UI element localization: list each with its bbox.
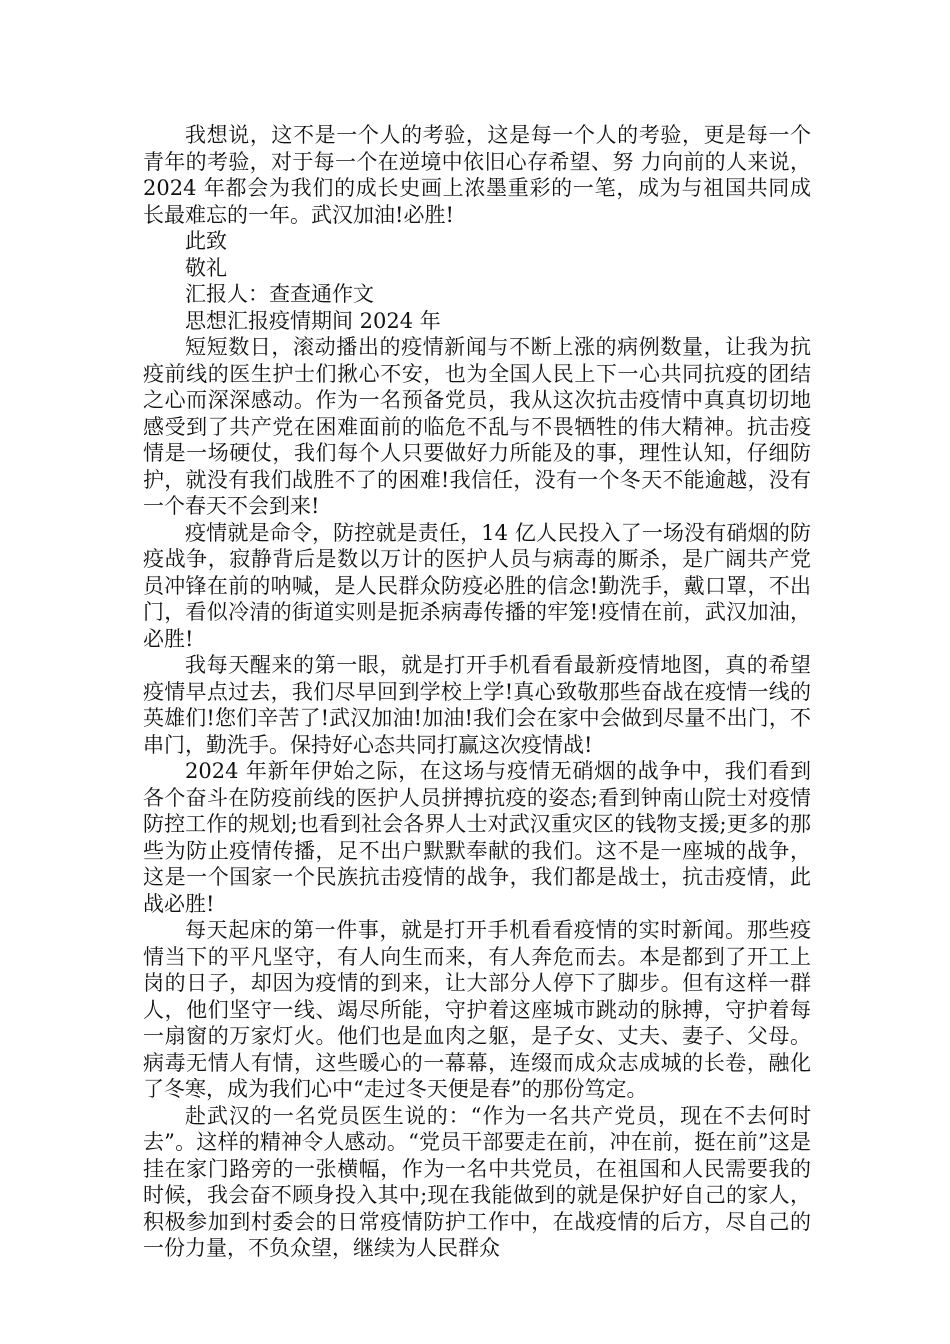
paragraph-first-thing: 每天起床的第一件事，就是打开手机看看疫情的实时新闻。那些疫情当下的平凡坚守，有人向生而来，有人奔危而去。本是都到了开工上岗的日子，却因为疫情的到来，让大部分人停下了脚步。但有这样一群人，他们坚守一线、竭尽所能，守护着这座城市跳动的脉搏，守护着每一扇窗的万家灯火。他们也是血肉之躯，是子女、丈夫、妻子、父母。病毒无情人有情，这些暖心的一幕幕，连缀而成众志成城的长卷，融化了冬寒，成为我们心中“走过冬天便是春”的那份笃定。 xyxy=(143,918,811,1101)
document-body xyxy=(143,122,811,1262)
salutation-jingli: 敬礼 xyxy=(185,255,227,280)
salutation-cizhi: 此致 xyxy=(185,229,227,253)
paragraph-every-morning: 我每天醒来的第一眼，就是打开手机看看最新疫情地图，真的希望疫情早点过去，我们尽早回到学校上学!真心致敬那些奋战在疫情一线的英雄们!您们辛苦了!武汉加油!加油!我们会在家中会做到尽量不出门，不串门，勤洗手。保持好心态共同打赢这次疫情战! xyxy=(143,653,811,757)
section-title: 思想汇报疫情期间 2024 年 xyxy=(185,308,441,333)
paragraph-epidemic-is-order: 疫情就是命令，防控就是责任，14 亿人民投入了一场没有硝烟的防疫战争，寂静背后是数以万计的医护人员与病毒的厮杀，是广阔共产党员冲锋在前的呐喊，是人民群众防疫必胜的信念!勤洗手，戴口罩，不出门，看似冷清的街道实则是扼杀病毒传播的牢笼!疫情在前，武汉加油，必胜! xyxy=(143,520,811,651)
reporter-signature: 汇报人：查查通作文 xyxy=(185,282,374,306)
paragraph-few-days: 短短数日，滚动播出的疫情新闻与不断上涨的病例数量，让我为抗疫前线的医生护士们揪心不安，也为全国人民上下一心共同抗疫的团结之心而深深感动。作为一名预备党员，我从这次抗击疫情中真真切切地感受到了共产党在困难面前的临危不乱与不畏牺牲的伟大精神。抗击疫情是一场硬仗，我们每个人只要做好力所能及的事，理性认知，仔细防护，就没有我们战胜不了的困难!我信任，没有一个冬天不能逾越，没有一个春天不会到来! xyxy=(143,335,811,518)
paragraph-closing-hope: 我想说，这不是一个人的考验，这是每一个人的考验，更是每一个青年的考验，对于每一个在逆境中依旧心存希望、努 力向前的人来说，2024 年都会为我们的成长史画上浓墨重彩的一笔，成为与祖国共同成长最难忘的一年。武汉加油!必胜! xyxy=(143,123,811,227)
paragraph-new-year: 2024 年新年伊始之际，在这场与疫情无硝烟的战争中，我们看到各个奋斗在防疫前线的医护人员拼搏抗疫的姿态;看到钟南山院士对疫情防控工作的规划;也看到社会各界人士对武汉重灾区的钱物支援;更多的那些为防止疫情传播，足不出户默默奉献的我们。这不是一座城的战争，这是一个国家一个民族抗击疫情的战争，我们都是战士，抗击疫情，此战必胜! xyxy=(143,759,811,916)
paragraph-party-doctor: 赴武汉的一名党员医生说的：“作为一名共产党员，现在不去何时去”。这样的精神令人感动。“党员干部要走在前，冲在前，挺在前”这是挂在家门路旁的一张横幅，作为一名中共党员，在祖国和人民需要我的时候，我会奋不顾身投入其中;现在我能做到的就是保护好自己的家人，积极参加到村委会的日常疫情防护工作中，在战疫情的后方，尽自己的一份力量，不负众望，继续为人民群众 xyxy=(143,1103,811,1260)
